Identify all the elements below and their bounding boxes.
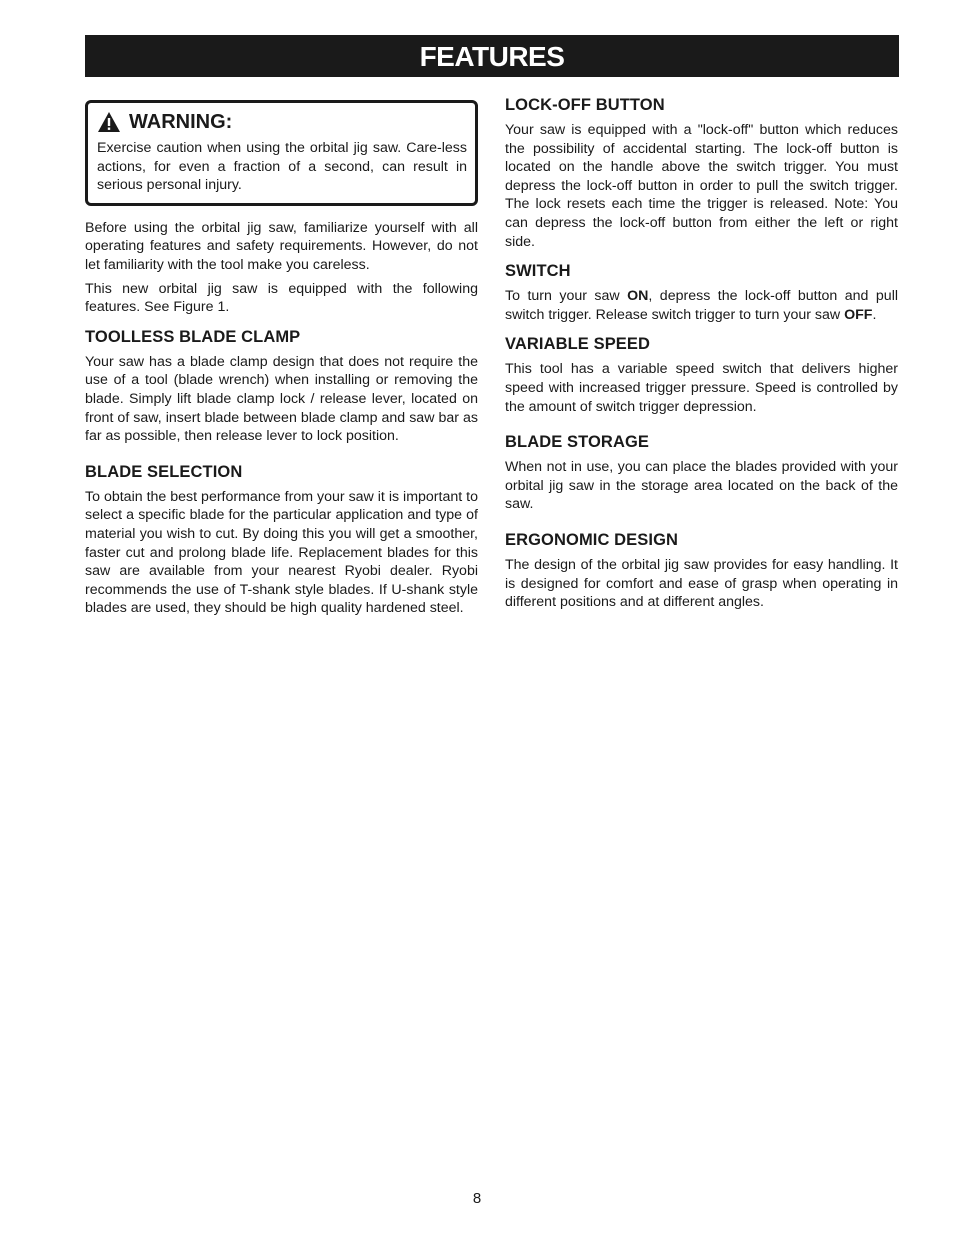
- page-title-banner: FEATURES: [85, 35, 899, 77]
- switch-text-3: .: [872, 306, 877, 323]
- section-heading: BLADE SELECTION: [85, 462, 243, 481]
- section-lock-off-button: [505, 96, 898, 251]
- section-blade-selection: [85, 463, 478, 618]
- section-heading: BLADE STORAGE: [505, 433, 650, 452]
- section-body: This tool has a variable speed switch that delivers higher speed with increased trigger pressure. Speed is controlled by the amount of switch trigger depression.: [505, 361, 898, 415]
- section-body: The design of the orbital jig saw provides for easy handling. It is designed for comfort and ease of grasp when operating in different positions and at different angles.: [505, 556, 898, 611]
- warning-title: WARNING:: [129, 110, 233, 133]
- warning-box: [85, 100, 478, 206]
- section-body: [505, 287, 898, 324]
- section-heading: ERGONOMIC DESIGN: [505, 530, 679, 549]
- section-heading: LOCK-OFF BUTTON: [505, 96, 665, 114]
- switch-text-1: To turn your saw: [505, 288, 628, 305]
- section-body: Your saw has a blade clamp design that does not require the use of a tool (blade wrench) when installing or removing the blade. Simply lift blade clamp lock / release lever, located on front of saw, insert blade between blade clamp and saw bar as far as possible, then release lever to lock position.: [85, 353, 478, 445]
- warning-header: [97, 107, 467, 137]
- section-heading: VARIABLE SPEED: [505, 335, 651, 354]
- section-body: Your saw is equipped with a "lock-off" button which reduces the possibility of accidental starting. The lock-off button is located on the handle above the switch trigger. You must depress the lock-off button in order to pull the switch trigger. The lock resets each time the trigger is released. Note: You can depress the lock-off button from either the left or right side.: [505, 122, 898, 250]
- switch-text-2: , depress the lock-off button and pull switch trigger. Release switch trigger to turn your saw: [505, 288, 898, 323]
- section-body: When not in use, you can place the blades provided with your orbital jig saw in the storage area located on the back of the saw.: [505, 459, 898, 513]
- intro-paragraph-1: Before using the orbital jig saw, familiarize yourself with all operating features and safety requirements. However, do not let familiarity with the tool make you careless.: [85, 219, 478, 273]
- warning-triangle-icon: [97, 111, 121, 133]
- section-heading: SWITCH: [505, 262, 571, 281]
- section-ergonomic-design: [505, 531, 898, 612]
- right-column: [505, 96, 898, 612]
- switch-on-label: ON: [627, 288, 649, 305]
- switch-off-label: OFF: [844, 306, 873, 323]
- page-number: 8: [472, 1190, 482, 1207]
- warning-text: Exercise caution when using the orbital jig saw. Care-less actions, for even a fraction of a second, can result in serious personal injury.: [97, 140, 467, 194]
- section-toolless-blade-clamp: [85, 328, 478, 446]
- section-switch: [505, 262, 898, 324]
- section-body: To obtain the best performance from your saw it is important to select a specific blade for the particular application and type of material you wish to cut. By doing this you will get a smoother, faster cut and prolong blade life. Replacement blades for this saw are available from your nearest Ryobi dealer. Ryobi recommends the use of T-shank style blades. If U-shank style blades are used, they should be high quality hardened steel.: [85, 488, 478, 617]
- section-variable-speed: [505, 335, 898, 416]
- left-column: [85, 96, 478, 618]
- section-blade-storage: [505, 433, 898, 514]
- intro-paragraph-2: This new orbital jig saw is equipped with the following features. See Figure 1.: [85, 280, 478, 316]
- section-heading: TOOLLESS BLADE CLAMP: [85, 327, 301, 346]
